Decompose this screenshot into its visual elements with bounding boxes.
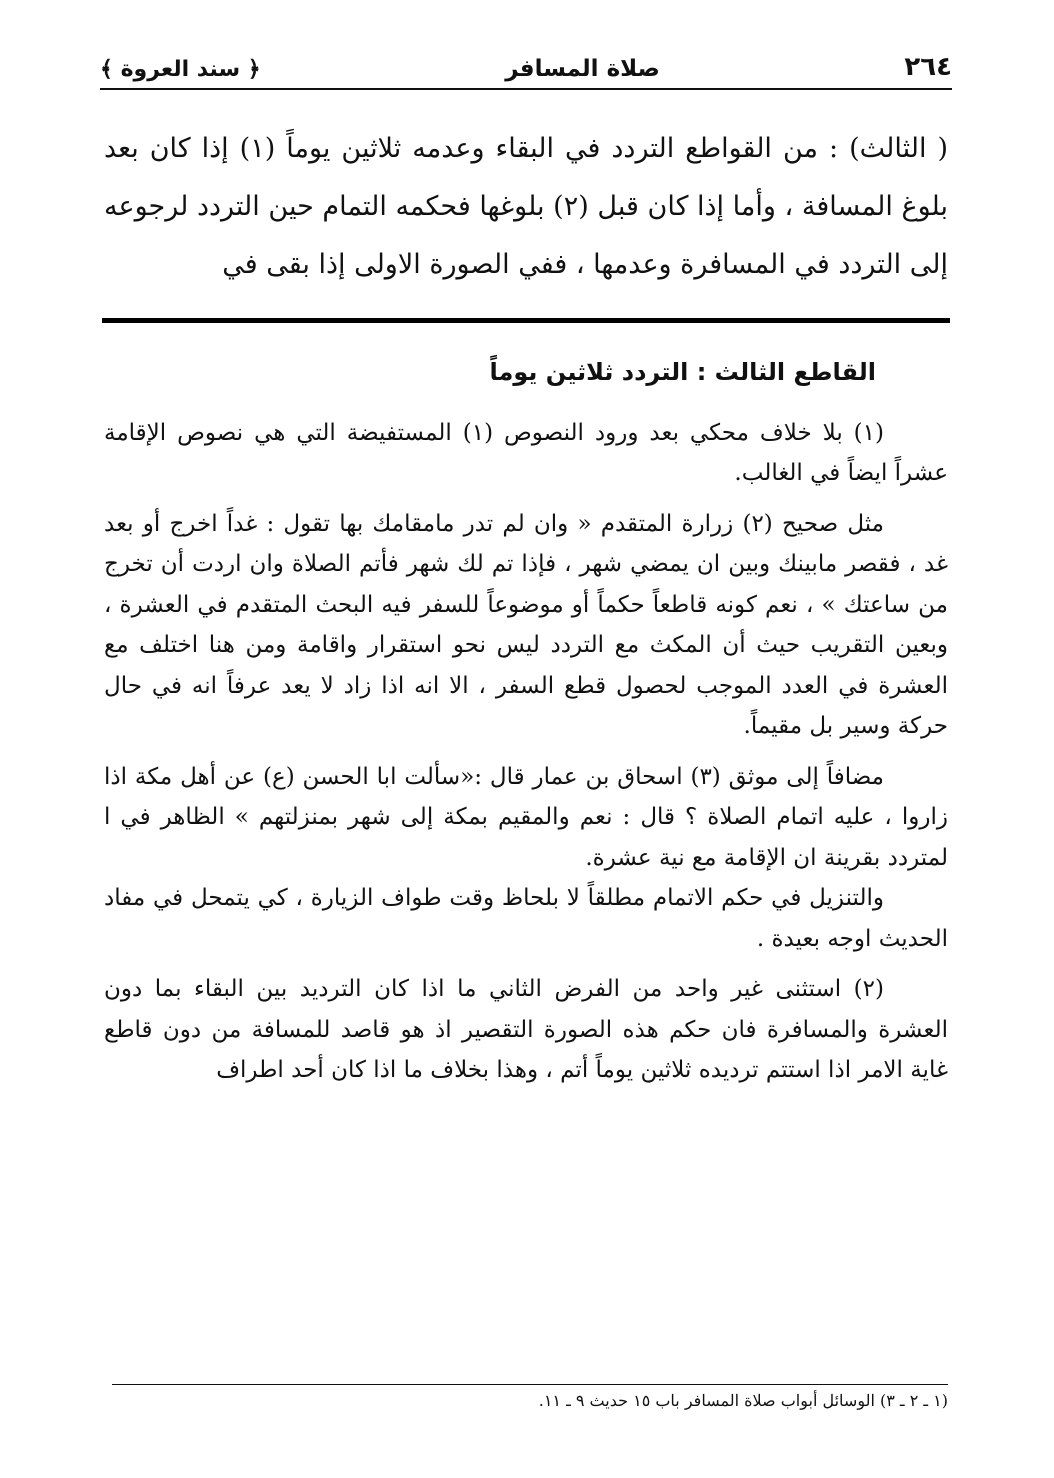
main-text-divider	[102, 318, 950, 323]
page-header	[100, 40, 952, 88]
page-number: ٢٦٤	[904, 52, 952, 82]
commentary-paragraph: (٢) استثنى غير واحد من الفرض الثاني ما اذا كان الترديد بين البقاء بما دون العشرة والمسافرة فان حكم هذه الصورة التقصير اذ هو قاصد للمسافة من دون قاطع غاية الامر اذا استتم ترديده ثلاثين يوماً أتم ، وهذا بخلاف ما اذا كان أحد اطراف	[104, 976, 948, 1083]
book-title: ﴿ سند العروة ﴾	[100, 57, 261, 82]
main-text-block	[104, 120, 948, 294]
commentary-section	[104, 352, 948, 1091]
section-heading: القاطع الثالث : التردد ثلاثين يوماً	[489, 358, 876, 386]
commentary-paragraph: مضافاً إلى موثق (٣) اسحاق بن عمار قال :«سألت ابا الحسن (ع) عن أهل مكة اذا زاروا ، عليه اتمام الصلاة ؟ قال : نعم والمقيم بمكة إلى شهر بمنزلتهم » الظاهر في ا لمتردد بقرينة ان الإقامة مع نية عشرة.	[104, 763, 948, 871]
header-divider	[100, 88, 952, 90]
main-text: ( الثالث) : من القواطع التردد في البقاء وعدمه ثلاثين يوماً (١) إذا كان بعد بلوغ المسافة ، وأما إذا كان قبل (٢) بلوغها فحكمه التمام حين التردد لرجوعه إلى التردد في المسافرة وعدمها ، ففي الصورة الاولى إذا بقى في	[104, 133, 948, 280]
commentary-paragraph: (١) بلا خلاف محكي بعد ورود النصوص (١) المستفيضة التي هي نصوص الإقامة عشراً ايضاً في الغالب.	[104, 419, 948, 486]
footnote-divider	[112, 1384, 948, 1385]
footnote: (١ ـ ٢ ـ ٣) الوسائل أبواب صلاة المسافر باب ١٥ حديث ٩ ـ ١١.	[538, 1391, 948, 1410]
commentary-paragraph: والتنزيل في حكم الاتمام مطلقاً لا بلحاظ وقت طواف الزيارة ، كي يتمحل في مفاد الحديث اوجه بعيدة .	[104, 885, 948, 952]
commentary-paragraph: مثل صحيح (٢) زرارة المتقدم « وان لم تدر مامقامك بها تقول : غداً اخرج أو بعد غد ، فقصر مابينك وبين ان يمضي شهر ، فإذا تم لك شهر فأتم الصلاة وان اردت أن تخرج من ساعتك » ، نعم كونه قاطعاً حكماً أو موضوعاً للسفر فيه البحث المتقدم في العشرة ، وبعين التقريب حيث أن المكث مع التردد ليس نحو استقرار واقامة ومن هنا اختلف مع العشرة في العدد الموجب لحصول قطع السفر ، الا انه اذا زاد لا يعد عرفاً انه في حال حركة وسير بل مقيماً.	[104, 510, 948, 739]
chapter-title: صلاة المسافر	[505, 56, 660, 82]
